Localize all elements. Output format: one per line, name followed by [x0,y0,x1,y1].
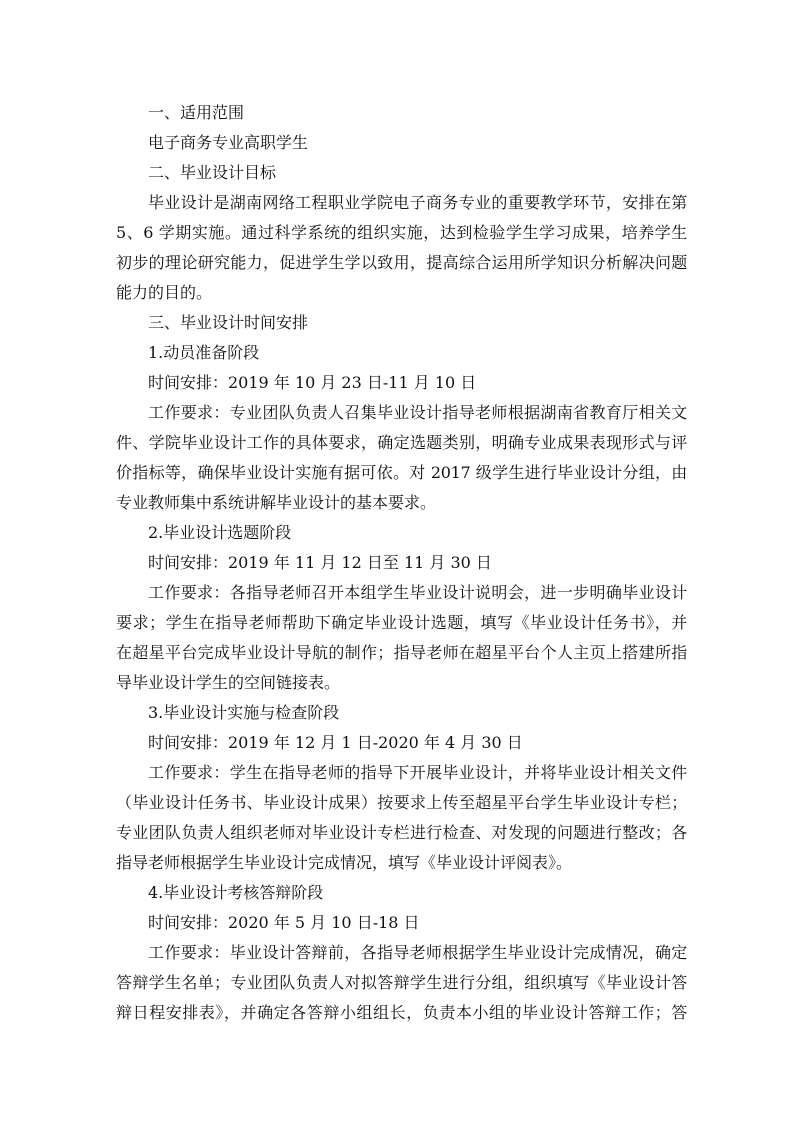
text-line: 专业教师集中系统讲解毕业设计的基本要求。 [116,493,437,512]
text-line: 工作要求：学生在指导老师的指导下开展毕业设计，并将毕业设计相关文件 [148,763,687,782]
text-line: （毕业设计任务书、毕业设计成果）按要求上传至超星平台学生毕业设计专栏； [116,793,687,812]
text-line: 4.毕业设计考核答辩阶段 [148,883,324,902]
text-line: 3.毕业设计实施与检查阶段 [148,703,340,722]
text-line: 毕业设计是湖南网络工程职业学院电子商务专业的重要教学环节，安排在第 [148,193,687,212]
text-line: 1.动员准备阶段 [148,343,260,362]
text-line: 二、毕业设计目标 [148,163,277,182]
text-line: 5、6 学期实施。通过科学系统的组织实施，达到检验学生学习成果，培养学生 [116,223,687,242]
text-line: 能力的目的。 [116,283,213,302]
text-line: 一、适用范围 [148,103,245,122]
text-line: 导毕业设计学生的空间链接表。 [116,673,341,692]
document-page [116,98,687,1028]
text-line: 在超星平台完成毕业设计导航的制作；指导老师在超星平台个人主页上搭建所指 [116,643,687,662]
text-line: 辩日程安排表》，并确定各答辩小组组长，负责本小组的毕业设计答辩工作；答 [116,1003,687,1022]
text-line: 初步的理论研究能力，促进学生学以致用，提高综合运用所学知识分析解决问题 [116,253,687,272]
text-line: 电子商务专业高职学生 [148,133,309,152]
text-line: 时间安排：2019 年 11 月 12 日至 11 月 30 日 [148,553,492,572]
text-line: 三、毕业设计时间安排 [148,313,309,332]
text-line: 时间安排：2019 年 12 月 1 日-2020 年 4 月 30 日 [148,733,523,752]
text-line: 专业团队负责人组织老师对毕业设计专栏进行检查、对发现的问题进行整改；各 [116,823,687,842]
text-line: 件、学院毕业设计工作的具体要求，确定选题类别，明确专业成果表现形式与评 [116,433,687,452]
text-line: 指导老师根据学生毕业设计完成情况，填写《毕业设计评阅表》。 [116,853,573,872]
text-line: 2.毕业设计选题阶段 [148,523,292,542]
text-line: 工作要求：各指导老师召开本组学生毕业设计说明会，进一步明确毕业设计 [148,583,687,602]
text-line: 工作要求：专业团队负责人召集毕业设计指导老师根据湖南省教育厅相关文 [148,403,687,422]
text-line: 价指标等，确保毕业设计实施有据可依。对 2017 级学生进行毕业设计分组，由 [116,463,687,482]
text-line: 答辩学生名单；专业团队负责人对拟答辩学生进行分组，组织填写《毕业设计答 [116,973,687,992]
text-line: 工作要求：毕业设计答辩前，各指导老师根据学生毕业设计完成情况，确定 [148,943,687,962]
text-line: 要求；学生在指导老师帮助下确定毕业设计选题，填写《毕业设计任务书》，并 [116,613,687,632]
text-line: 时间安排：2019 年 10 月 23 日-11 月 10 日 [148,373,477,392]
text-line: 时间安排：2020 年 5 月 10 日-18 日 [148,913,420,932]
